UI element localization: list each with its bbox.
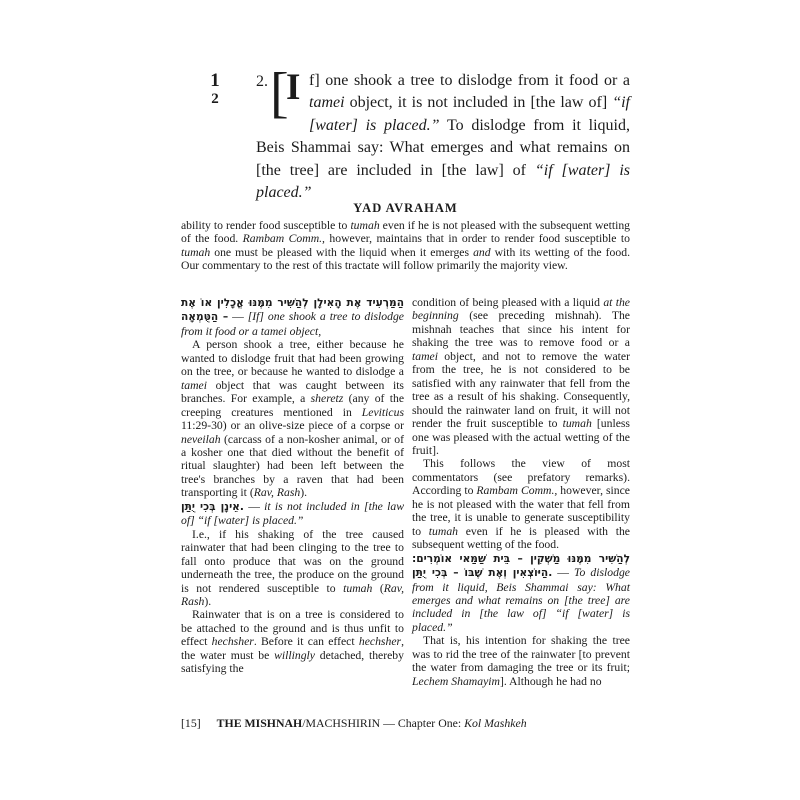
commentary-paragraph: condition of being pleased with a liquid at the beginning (see preceding mishnah). The mishnah teaches that since his intent for shaking the tree was to remove food or a tamei object, and not to remove the water from the tree, he is not considered to be satisfied with any rainwater that fell from the tree as a result of his shaking. Consequently, should the rainwater land on fruit, it will not render the fruit susceptible to tumah [unless one was pleased with the actual wetting of the fruit]. [412, 296, 630, 457]
commentary-columns [181, 296, 630, 688]
mishnah-dropcap-group [256, 62, 309, 124]
mishnah-body: f] one shook a tree to dislodge from it food or a tamei object, it is not included in [the law of] “if [water] is placed.” To dislodge from it liquid, Beis Shammai say: What emerges and what remains on [the tree] are included in [the law] of “if [water] is placed.” [256, 72, 630, 202]
commentary-paragraph: Rainwater that is on a tree is considered to be attached to the ground and is thus unfit to effect hechsher. Before it can effect hechsher, the water must be willingly detached, thereby satisfying the [181, 608, 404, 676]
right-column [412, 296, 630, 688]
dropcap-bracket: [ [270, 62, 289, 124]
commentary-paragraph: אֵינָן בְּכִי יֻתַּן. — it is not included in [the law of] “if [water] is placed.” [181, 499, 405, 528]
commentary-paragraph: That is, his intention for shaking the tree was to rid the tree of the rainwater [to prevent the water from damaging the tree or its fruit; Lechem Shamayim]. Although he had no [412, 634, 630, 688]
dropcap-letter: I [286, 67, 301, 108]
margin-mishnah-number: 2 [211, 91, 219, 107]
commentary-paragraph: I.e., if his shaking of the tree caused rainwater that had been clinging to the tree to fall onto produce that was on the ground underneath the tree, the produce on the ground is not rendered susceptible to tumah (Rav, Rash). [181, 527, 404, 608]
mishnah-number: 2. [256, 73, 268, 90]
commentary-paragraph: This follows the view of most commentators (see prefatory remarks). According to Rambam Comm., however, since he is not pleased with the water that fell from the tree, it is unable to generate susceptibility to tumah even if he is pleased with the subsequent wetting of the food. [412, 457, 630, 552]
margin-chapter-number: 1 [210, 70, 220, 91]
yad-avraham-header: YAD AVRAHAM [353, 201, 458, 215]
footer-title: THE MISHNAH/MACHSHIRIN — Chapter One: Kol Mashkeh [216, 716, 527, 730]
left-column [181, 296, 404, 688]
commentary-paragraph: לְהַשִּׁיר מִמֶּנּוּ מַשְׁקִין – בֵּית שַׁמַּאי אוֹמְרִים: הַיּוֹצְאִין וְאֶת שֶׁבּוֹ – בְּכִי יֻתַּן. — To dislodge from it liquid, Beis Shammai say: What emerges and what remains on [the tree] are included in [the law of] “if [water] is placed.” [412, 552, 630, 634]
footer-page-number: [15] [181, 716, 201, 730]
footer [181, 716, 641, 731]
commentary-paragraph: A person shook a tree, either because he wanted to dislodge fruit that had been growing on the tree, or because he wanted to dislodge a tamei object that was caught between its branches. For example, a sheretz (any of the creeping creatures mentioned in Leviticus 11:29-30) or an olive-size piece of a corpse or neveilah (carcass of a non-kosher animal, or of a kosher one that died without the benefit of ritual slaughter) had been left between the tree's branches by a raven that had been transporting it (Rav, Rash). [181, 338, 405, 500]
margin-chapter-mishnah-numbers [206, 70, 224, 108]
commentary-paragraph: הַמַּרְעִיד אֶת הָאִילָן לְהַשִּׁיר מִמֶּנּוּ אֳכָלִין אוֹ אֶת הַטֻּמְאָה – — [If] one shook a tree to dislodge from it food or a tamei object, [181, 297, 404, 338]
mishnah-text [256, 62, 630, 204]
intro-paragraph: ability to render food susceptible to tumah even if he is not pleased with the subsequent wetting of the food. Rambam Comm., however, maintains that in order to render food susceptible to tumah one must be pleased with the liquid when it emerges and with its wetting of the food. Our commentary to the rest of this tractate will follow primarily the majority view. [181, 219, 631, 273]
